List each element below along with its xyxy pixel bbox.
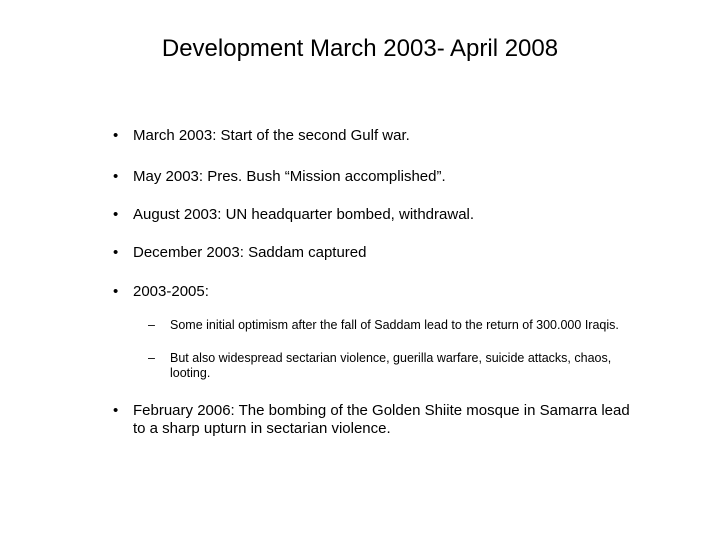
sub-bullet-item <box>148 318 619 333</box>
dash-symbol: – <box>148 318 155 332</box>
bullet-item <box>113 127 410 145</box>
sub-bullet-text-line-1: But also widespread sectarian violence, guerilla warfare, suicide attacks, chaos, <box>170 351 612 365</box>
bullet-item <box>113 283 209 301</box>
bullet-text: 2003-2005: <box>133 283 209 300</box>
bullet-text-line-2: to a sharp upturn in sectarian violence. <box>133 420 391 437</box>
bullet-item <box>113 206 474 224</box>
bullet-text: March 2003: Start of the second Gulf war. <box>133 127 410 144</box>
dash-symbol: – <box>148 351 155 365</box>
sub-bullet-text <box>170 351 611 381</box>
bullet-text: August 2003: UN headquarter bombed, withdrawal. <box>133 206 475 223</box>
slide-title: Development March 2003- April 2008 <box>161 35 559 62</box>
bullet-text-line-1: February 2006: The bombing of the Golden Shiite mosque in Samarra lead <box>133 402 630 419</box>
bullet-symbol: • <box>113 283 119 300</box>
sub-bullet-text: Some initial optimism after the fall of Saddam lead to the return of 300.000 Iraqis. <box>170 318 619 332</box>
bullet-symbol: • <box>113 206 119 223</box>
bullet-text: May 2003: Pres. Bush “Mission accomplished”. <box>133 168 446 185</box>
bullet-text: December 2003: Saddam captured <box>133 244 367 261</box>
bullet-symbol: • <box>113 127 119 144</box>
bullet-symbol: • <box>113 244 119 261</box>
bullet-symbol: • <box>113 402 119 419</box>
bullet-item <box>113 244 366 262</box>
bullet-symbol: • <box>113 168 119 185</box>
sub-bullet-text-line-2: looting. <box>170 366 211 380</box>
sub-bullet-item <box>148 351 611 381</box>
bullet-item <box>113 402 630 438</box>
bullet-text <box>133 402 630 438</box>
bullet-item <box>113 168 446 186</box>
